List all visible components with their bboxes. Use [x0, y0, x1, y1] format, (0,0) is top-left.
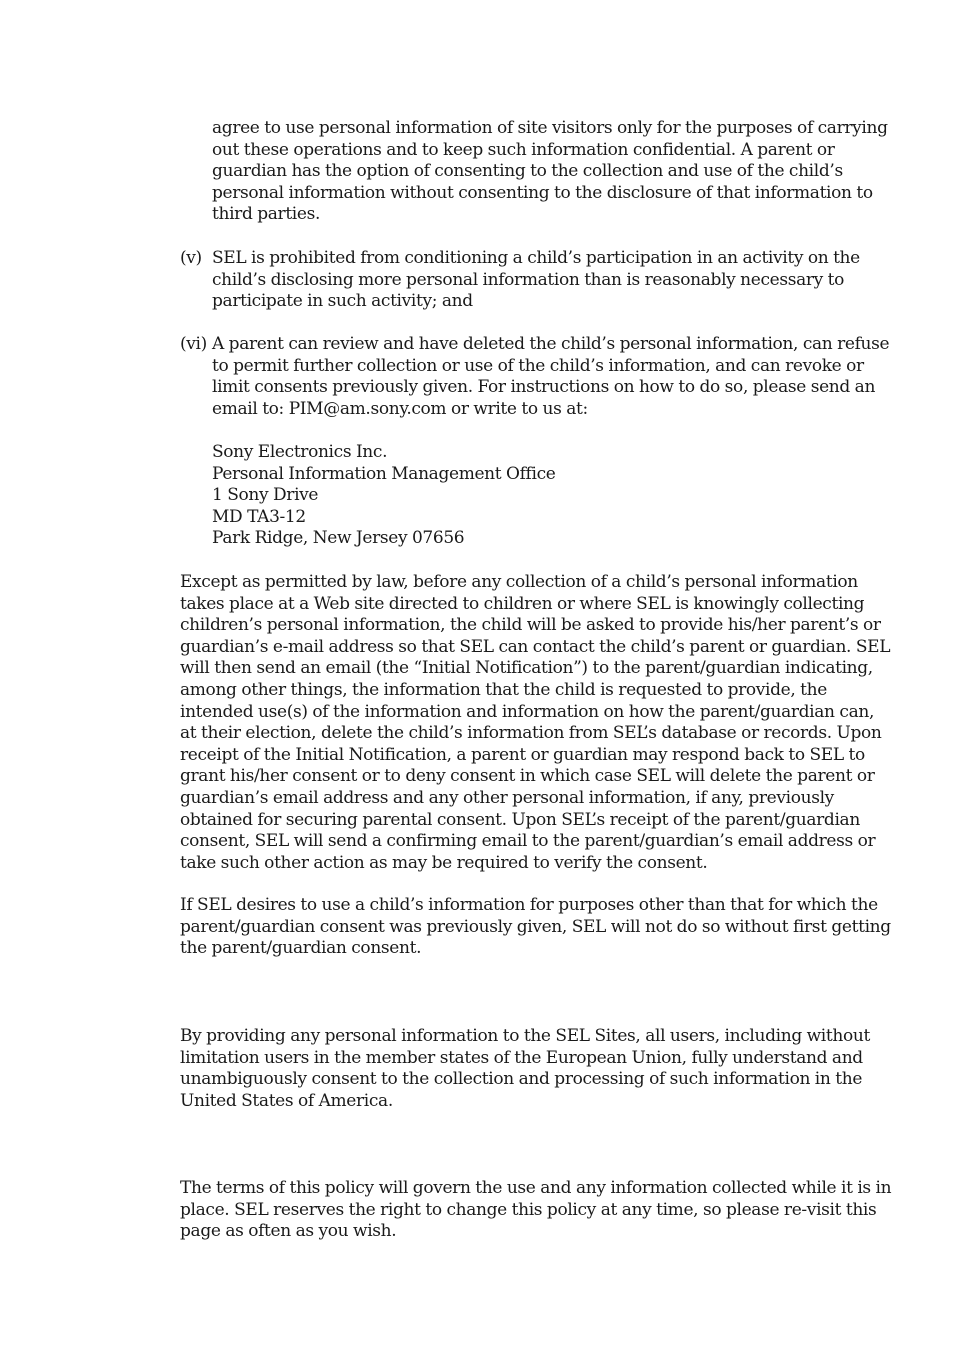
list-marker: (vi)	[180, 334, 207, 354]
address-street: 1 Sony Drive	[212, 485, 319, 506]
address-company: Sony Electronics Inc.	[212, 442, 388, 462]
list-item-vi	[180, 334, 892, 420]
address-mail-drop: MD TA3-12	[212, 506, 306, 527]
list-item-text: SEL is prohibited from conditioning a child’s participation in an activity on the child’s disclosing more personal information than is reasonably necessary to participate in such activity; and	[212, 248, 860, 312]
mailing-address	[212, 442, 892, 550]
parental-consent-paragraph: Except as permitted by law, before any collection of a child’s personal information takes place at a Web site directed to children or where SEL is knowingly collecting children’s personal information, the child will be asked to provide his/her parent’s or guardian’s e-mail address so that SEL can contact the child’s parent or guardian. SEL will then send an email (the “Initial Notification”) to the parent/guardian indicating, among other things, the information that the child is requested to provide, the intended use(s) of the information and information on how the parent/guardian can, at their election, delete the child’s information from SEL’s database or records. Upon receipt of the Initial Notification, a parent or guardian may respond back to SEL to grant his/her consent or to deny consent in which case SEL will delete the parent or guardian’s email address and any other personal information, if any, previously obtained for securing parental consent. Upon SEL’s receipt of the parent/guardian consent, SEL will send a confirming email to the parent/guardian’s email address or take such other action as may be required to verify the consent.	[180, 572, 891, 873]
policy-changes-paragraph: The terms of this policy will govern the use and any information collected while it is in place. SEL reserves the right to change this policy at any time, so please re-visit this page as often as you wish.	[180, 1178, 892, 1242]
address-city: Park Ridge, New Jersey 07656	[212, 528, 465, 549]
consent-change-paragraph: If SEL desires to use a child’s information for purposes other than that for which the parent/guardian consent was previously given, SEL will not do so without first getting the parent/guardian consent.	[180, 895, 891, 959]
list-item-text: A parent can review and have deleted the child’s personal information, can refuse to permit further collection or use of the child’s information, and can revoke or limit consents previously given. For instructions on how to do so, please send an email to: PIM@am.sony.com or write to us at:	[212, 334, 890, 419]
list-marker: (v)	[180, 248, 202, 268]
address-office: Personal Information Management Office	[212, 463, 556, 484]
list-item-v	[180, 248, 892, 313]
continuation-paragraph: agree to use personal information of site visitors only for the purposes of carrying out these operations and to keep such information confidential. A parent or guardian has the option of consenting to the collection and use of the child’s personal information without consenting to the disclosure of that information to third parties.	[212, 118, 888, 225]
international-consent-paragraph: By providing any personal information to the SEL Sites, all users, including without limitation users in the member states of the European Union, fully understand and unambiguously consent to the collection and processing of such information in the United States of America.	[180, 1026, 870, 1111]
